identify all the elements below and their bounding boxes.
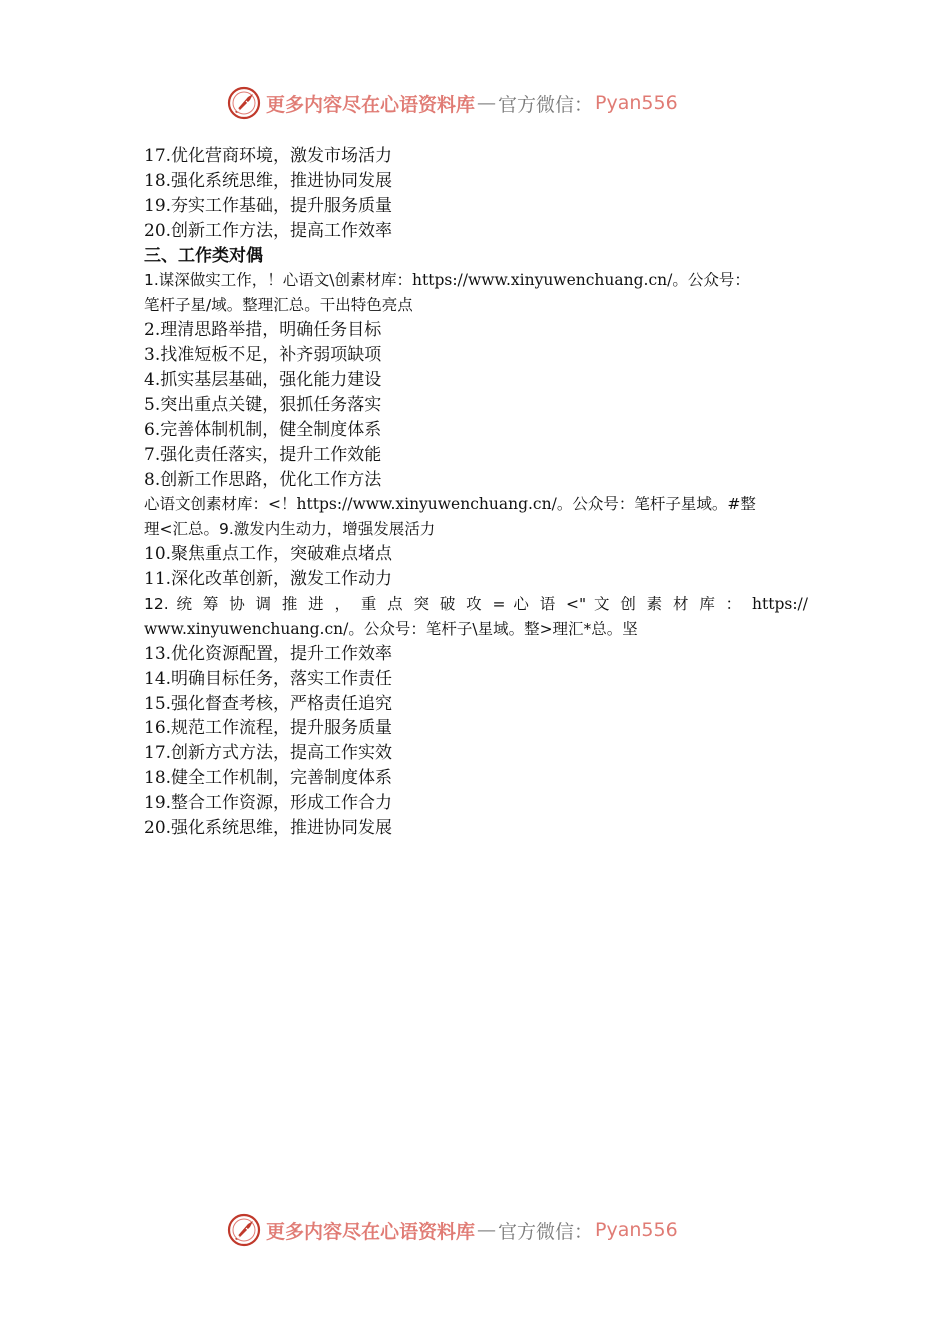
list-item: 13.优化资源配置，提升工作效率 <box>144 643 393 664</box>
pen-nib-logo-icon <box>226 85 262 121</box>
list-item: 20.强化系统思维，推进协同发展 <box>144 818 393 839</box>
list-item: 理<汇总。9.激发内生动力，增强发展活力 <box>144 520 436 539</box>
section-heading: 三、工作类对偶 <box>144 245 263 266</box>
list-item: 笔杆子星/域。整理汇总。干出特色亮点 <box>144 296 413 315</box>
list-item: 5.突出重点关键，狠抓任务落实 <box>144 394 382 415</box>
list-item-text: 。公众号： <box>672 271 750 290</box>
banner-wechat-label: 官方微信： <box>498 93 594 116</box>
url-text: https:// <box>752 595 808 614</box>
banner-slogan: 更多内容尽在心语资料库 <box>266 1220 476 1243</box>
list-item-text: 。公众号：笔杆子星域。#整 <box>556 495 756 514</box>
list-item: 17.创新方式方法，提高工作实效 <box>144 743 393 764</box>
url-text: www.xinyuwenchuang.cn/ <box>144 619 349 638</box>
document-body <box>144 144 808 841</box>
list-item: 15.强化督查考核，严格责任追究 <box>144 693 393 714</box>
list-item <box>144 268 808 293</box>
list-item: 6.完善体制机制，健全制度体系 <box>144 419 382 440</box>
list-item <box>144 617 808 642</box>
list-item <box>144 592 808 617</box>
list-item: 11.深化改革创新，激发工作动力 <box>144 569 393 590</box>
header-banner <box>226 83 678 123</box>
list-item: 8.创新工作思路，优化工作方法 <box>144 469 382 490</box>
list-item-text: 。公众号：笔杆子\星域。整>理汇*总。坚 <box>348 619 638 638</box>
list-item: 4.抓实基层基础，强化能力建设 <box>144 370 382 391</box>
list-item: 16.规范工作流程，提升服务质量 <box>144 718 393 739</box>
list-item: 17.优化营商环境，激发市场活力 <box>144 146 393 166</box>
banner-wechat-label: 官方微信： <box>498 1220 594 1243</box>
list-item <box>144 492 808 517</box>
url-text: https://www.xinyuwenchuang.cn/ <box>296 495 557 514</box>
list-item: 18.健全工作机制，完善制度体系 <box>144 768 393 789</box>
pen-nib-logo-icon <box>226 1212 262 1248</box>
banner-wechat-id: Pyan556 <box>595 1219 678 1241</box>
list-item: 10.聚焦重点工作，突破难点堵点 <box>144 544 393 565</box>
banner-separator: — <box>477 92 497 114</box>
list-item-text: 心语文创素材库：<！ <box>144 495 297 514</box>
list-item-text: 1.谋深做实工作，！心语文\创素材库： <box>144 271 413 290</box>
banner-separator: — <box>477 1219 497 1241</box>
banner-wechat-id: Pyan556 <box>595 92 678 114</box>
url-text: https://www.xinyuwenchuang.cn/ <box>412 271 673 290</box>
list-item: 20.创新工作方法，提高工作效率 <box>144 220 393 241</box>
footer-banner <box>226 1210 678 1250</box>
list-item: 18.强化系统思维，推进协同发展 <box>144 170 393 191</box>
list-item: 19.夯实工作基础，提升服务质量 <box>144 195 393 216</box>
list-item: 14.明确目标任务，落实工作责任 <box>144 668 393 689</box>
list-item: 19.整合工作资源，形成工作合力 <box>144 793 393 814</box>
list-item: 7.强化责任落实，提升工作效能 <box>144 444 382 465</box>
list-item: 3.找准短板不足，补齐弱项缺项 <box>144 345 382 366</box>
list-item: 2.理清思路举措，明确任务目标 <box>144 320 382 341</box>
banner-slogan: 更多内容尽在心语资料库 <box>266 93 476 116</box>
list-item-text: 12. 统 筹 协 调 推 进 ， 重 点 突 破 攻 = 心 语 <" 文 创 素 材 库 ： <box>144 595 745 614</box>
